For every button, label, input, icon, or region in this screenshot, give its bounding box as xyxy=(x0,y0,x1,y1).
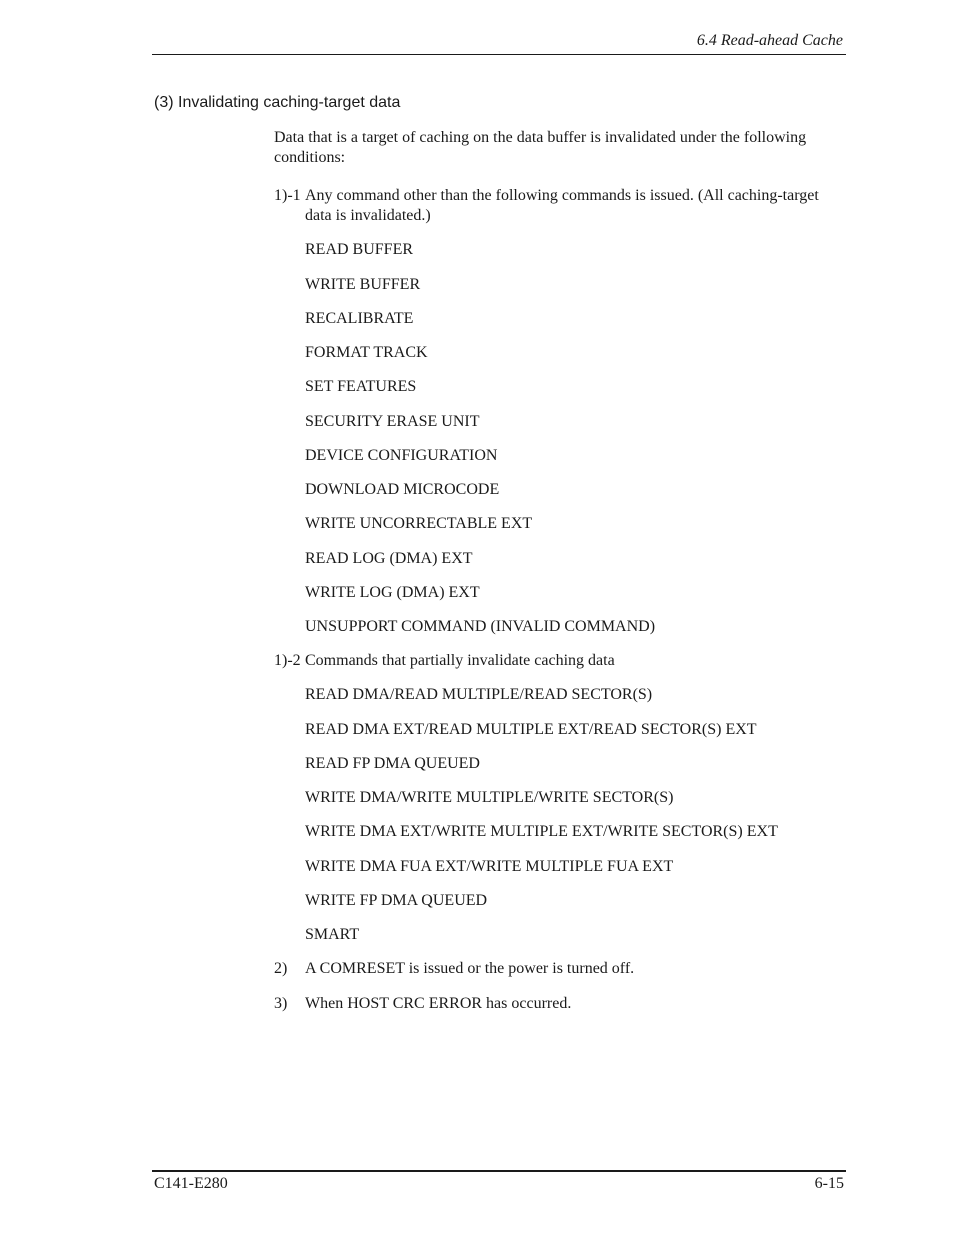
command-read-log-dma-ext: READ LOG (DMA) EXT xyxy=(305,550,473,567)
header-rule xyxy=(152,54,846,55)
item-1-2-text: Commands that partially invalidate caching data xyxy=(305,652,615,669)
item-3-label: 3) xyxy=(274,995,288,1012)
command-write-log-dma-ext: WRITE LOG (DMA) EXT xyxy=(305,584,480,601)
document-number: C141-E280 xyxy=(154,1175,228,1192)
command-set-features: SET FEATURES xyxy=(305,378,417,395)
command-write-buffer: WRITE BUFFER xyxy=(305,276,421,293)
section-heading: (3) Invalidating caching-target data xyxy=(154,94,401,111)
command-write-dma: WRITE DMA/WRITE MULTIPLE/WRITE SECTOR(S) xyxy=(305,789,674,806)
item-2-label: 2) xyxy=(274,960,288,977)
command-read-dma: READ DMA/READ MULTIPLE/READ SECTOR(S) xyxy=(305,686,653,703)
running-header: 6.4 Read-ahead Cache xyxy=(696,32,843,49)
item-3-text: When HOST CRC ERROR has occurred. xyxy=(305,995,572,1012)
footer-rule xyxy=(152,1170,846,1172)
command-write-dma-ext: WRITE DMA EXT/WRITE MULTIPLE EXT/WRITE SECTOR(S) EXT xyxy=(305,823,778,840)
command-security-erase-unit: SECURITY ERASE UNIT xyxy=(305,413,480,430)
command-smart: SMART xyxy=(305,926,360,943)
command-write-dma-fua-ext: WRITE DMA FUA EXT/WRITE MULTIPLE FUA EXT xyxy=(305,858,674,875)
item-1-1-text: Any command other than the following commands is issued. (All caching-target data is invalidated.) xyxy=(305,187,819,224)
item-1-1-label: 1)-1 xyxy=(274,187,301,204)
command-read-buffer: READ BUFFER xyxy=(305,241,414,258)
item-1-2-label: 1)-2 xyxy=(274,652,301,669)
command-write-fp-dma-queued: WRITE FP DMA QUEUED xyxy=(305,892,488,909)
command-recalibrate: RECALIBRATE xyxy=(305,310,414,327)
command-read-fp-dma-queued: READ FP DMA QUEUED xyxy=(305,755,480,772)
command-device-configuration: DEVICE CONFIGURATION xyxy=(305,447,498,464)
command-download-microcode: DOWNLOAD MICROCODE xyxy=(305,481,500,498)
command-format-track: FORMAT TRACK xyxy=(305,344,428,361)
item-2-text: A COMRESET is issued or the power is turned off. xyxy=(305,960,635,977)
page-number: 6-15 xyxy=(814,1175,844,1192)
command-unsupport-command: UNSUPPORT COMMAND (INVALID COMMAND) xyxy=(305,618,656,635)
command-write-uncorrectable-ext: WRITE UNCORRECTABLE EXT xyxy=(305,515,533,532)
intro-paragraph: Data that is a target of caching on the data buffer is invalidated under the following conditions: xyxy=(274,129,807,166)
command-read-dma-ext: READ DMA EXT/READ MULTIPLE EXT/READ SECTOR(S) EXT xyxy=(305,721,757,738)
